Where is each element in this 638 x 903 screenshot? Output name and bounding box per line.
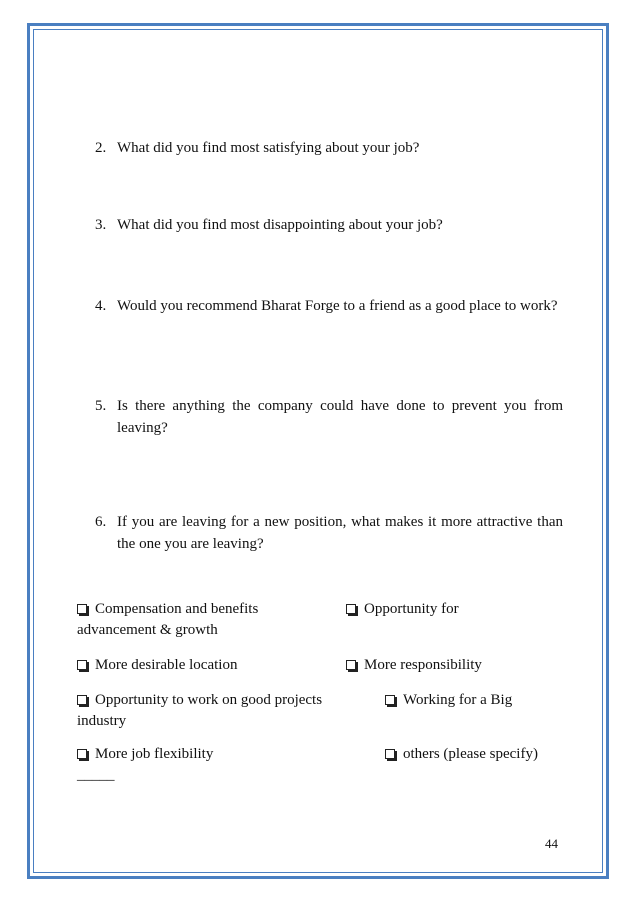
checkbox-icon[interactable] (385, 749, 395, 759)
option-label: Working for a Big (403, 692, 513, 708)
option-label: Opportunity to work on good projects (95, 692, 323, 708)
option-flexibility[interactable] (77, 743, 213, 765)
option-continuation (77, 710, 126, 732)
option-label: Compensation and benefits (95, 601, 259, 617)
option-big-industry[interactable] (385, 689, 512, 711)
question-number: 4. (95, 298, 107, 314)
question-3 (95, 214, 563, 236)
question-number: 3. (95, 217, 107, 233)
option-responsibility[interactable] (346, 654, 482, 676)
option-label: Opportunity for (364, 601, 459, 617)
option-continuation (77, 619, 218, 641)
checkbox-icon[interactable] (77, 749, 87, 759)
checkbox-icon[interactable] (77, 660, 87, 670)
question-number: 2. (95, 140, 107, 156)
question-number: 6. (95, 514, 107, 530)
option-label: others (please specify) (403, 746, 538, 762)
checkbox-icon[interactable] (346, 604, 356, 614)
specify-blank[interactable] (77, 764, 115, 786)
checkbox-icon[interactable] (77, 604, 87, 614)
page-number: 44 (545, 836, 558, 851)
option-label: More desirable location (95, 657, 238, 673)
option-projects[interactable] (77, 689, 322, 711)
option-label: More responsibility (364, 657, 482, 673)
question-6 (95, 511, 563, 555)
question-text: Would you recommend Bharat Forge to a friend as a good place to work? (117, 298, 558, 314)
question-5 (95, 395, 563, 439)
question-text: What did you find most satisfying about your job? (117, 140, 420, 156)
option-location[interactable] (77, 654, 237, 676)
question-text: What did you find most disappointing about your job? (117, 217, 443, 233)
question-text: If you are leaving for a new position, what makes it more attractive than the one you are leaving? (117, 514, 563, 552)
question-text: Is there anything the company could have done to prevent you from leaving? (117, 398, 563, 436)
option-label: More job flexibility (95, 746, 214, 762)
question-2 (95, 137, 563, 159)
checkbox-icon[interactable] (346, 660, 356, 670)
option-compensation[interactable] (77, 598, 258, 620)
checkbox-icon[interactable] (77, 695, 87, 705)
option-label-continued: advancement & growth (77, 622, 218, 638)
option-others[interactable] (385, 743, 538, 765)
option-label-continued: industry (77, 713, 127, 729)
question-4 (95, 295, 563, 317)
question-number: 5. (95, 398, 107, 414)
checkbox-icon[interactable] (385, 695, 395, 705)
blank-line: _____ (77, 767, 115, 783)
option-opportunity-advancement[interactable] (346, 598, 459, 620)
